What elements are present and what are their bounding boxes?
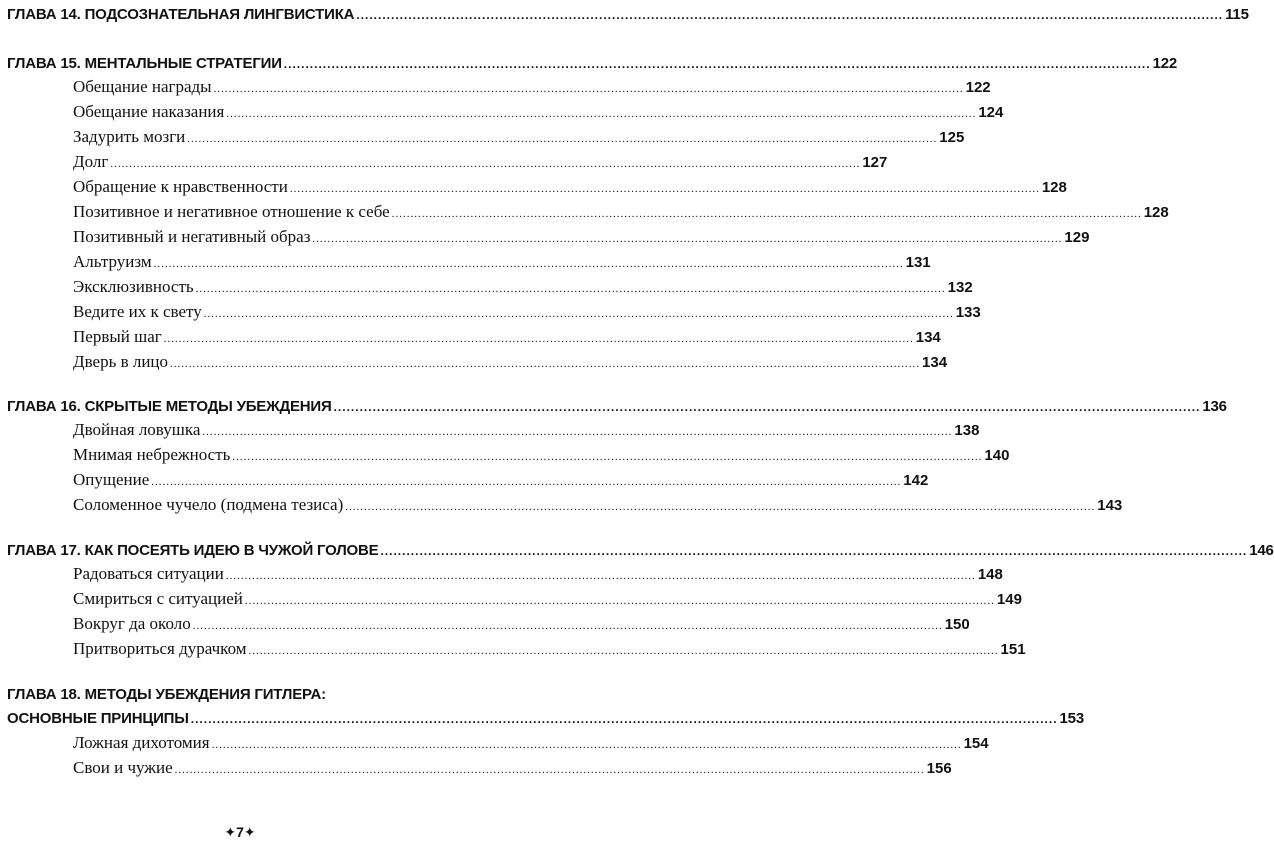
item-page-number: 142	[903, 472, 929, 489]
item-page-number: 154	[963, 735, 989, 752]
item-title: Соломенное чучело (подмена тезиса)	[73, 495, 344, 514]
item-title: Альтруизм	[73, 252, 152, 271]
dot-leader	[191, 710, 1058, 727]
item-page-number: 134	[922, 354, 948, 371]
chapter-16-entry	[0, 398, 1227, 415]
item-page-number: 143	[1097, 497, 1123, 514]
item-page-number: 129	[1064, 229, 1090, 246]
dot-leader	[290, 177, 1040, 197]
dot-leader	[202, 420, 952, 440]
dot-leader	[151, 470, 901, 490]
chapter-title: ГЛАВА 16. СКРЫТЫЕ МЕТОДЫ УБЕЖДЕНИЯ	[7, 398, 332, 415]
toc-item	[0, 470, 929, 490]
chapter-17-entry	[0, 542, 1274, 559]
dot-leader	[334, 398, 1201, 415]
dot-leader	[232, 445, 982, 465]
dot-leader	[196, 277, 946, 297]
chapter-title: ГЛАВА 17. КАК ПОСЕЯТЬ ИДЕЮ В ЧУЖОЙ ГОЛОВЕ	[7, 542, 379, 559]
chapter-page-number: 115	[1225, 6, 1249, 23]
dot-leader	[245, 589, 995, 609]
dot-leader	[226, 564, 976, 584]
dot-leader	[212, 733, 962, 753]
item-page-number: 122	[965, 79, 991, 96]
toc-item	[0, 445, 1010, 465]
chapter-title: ГЛАВА 14. ПОДСОЗНАТЕЛЬНАЯ ЛИНГВИСТИКА	[7, 6, 355, 23]
item-page-number: 150	[944, 616, 970, 633]
toc-item	[0, 639, 1026, 659]
item-page-number: 134	[915, 329, 941, 346]
item-page-number: 125	[939, 129, 965, 146]
chapter-title-line1: ГЛАВА 18. МЕТОДЫ УБЕЖДЕНИЯ ГИТЛЕРА:	[7, 686, 326, 703]
item-page-number: 131	[905, 254, 931, 271]
chapter-page-number: 146	[1249, 542, 1274, 559]
dot-leader	[284, 55, 1151, 72]
toc-item	[0, 495, 1123, 515]
chapter-page-number: 122	[1152, 55, 1178, 72]
dot-leader	[154, 252, 904, 272]
chapter-14-entry	[0, 6, 1249, 23]
toc-item	[0, 277, 973, 297]
chapter-18-entry	[0, 710, 1084, 727]
toc-item	[0, 758, 952, 778]
toc-item	[0, 614, 970, 634]
item-title: Задурить мозги	[73, 127, 186, 146]
item-title: Двойная ловушка	[73, 420, 201, 439]
dot-leader	[226, 102, 976, 122]
dot-leader	[392, 202, 1142, 222]
item-title: Притвориться дурачком	[73, 639, 247, 658]
toc-item	[0, 327, 941, 347]
item-title: Обещание награды	[73, 77, 212, 96]
item-title: Свои и чужие	[73, 758, 173, 777]
chapter-title: ГЛАВА 15. МЕНТАЛЬНЫЕ СТРАТЕГИИ	[7, 55, 282, 72]
chapter-18-heading-line1	[0, 686, 513, 703]
item-page-number: 151	[1000, 641, 1026, 658]
item-page-number: 156	[926, 760, 952, 777]
item-page-number: 127	[862, 154, 888, 171]
item-title: Обещание наказания	[73, 102, 225, 121]
item-title: Мнимая небрежность	[73, 445, 231, 464]
item-title: Ложная дихотомия	[73, 733, 210, 752]
toc-item	[0, 420, 980, 440]
item-page-number: 138	[954, 422, 980, 439]
dot-leader	[249, 639, 999, 659]
item-title: Смириться с ситуацией	[73, 589, 243, 608]
dot-leader	[193, 614, 943, 634]
item-page-number: 128	[1041, 179, 1067, 196]
item-title: Обращение к нравственности	[73, 177, 288, 196]
chapter-page-number: 136	[1202, 398, 1227, 415]
item-title: Ведите их к свету	[73, 302, 202, 321]
item-page-number: 149	[996, 591, 1022, 608]
item-title: Позитивный и негативный образ	[73, 227, 311, 246]
toc-item	[0, 352, 948, 372]
dot-leader	[187, 127, 937, 147]
dot-leader	[356, 6, 1223, 23]
dot-leader	[170, 352, 920, 372]
toc-item	[0, 152, 888, 172]
item-page-number: 140	[984, 447, 1010, 464]
toc-item	[0, 252, 931, 272]
toc-item	[0, 202, 1169, 222]
item-page-number: 128	[1143, 204, 1169, 221]
dot-leader	[204, 302, 954, 322]
item-page-number: 132	[947, 279, 973, 296]
item-title: Опущение	[73, 470, 150, 489]
dot-leader	[312, 227, 1062, 247]
toc-item	[0, 733, 989, 753]
toc-item	[0, 177, 1067, 197]
toc-item	[0, 564, 1003, 584]
toc-item	[0, 102, 1004, 122]
chapter-page-number: 153	[1059, 710, 1084, 727]
toc-item	[0, 77, 991, 97]
item-title: Дверь в лицо	[73, 352, 169, 371]
dot-leader	[345, 495, 1095, 515]
dot-leader	[164, 327, 914, 347]
item-title: Первый шаг	[73, 327, 162, 346]
dot-leader	[214, 77, 964, 97]
item-title: Долг	[73, 152, 109, 171]
item-page-number: 133	[955, 304, 981, 321]
toc-item	[0, 589, 1022, 609]
dot-leader	[380, 542, 1247, 559]
dot-leader	[175, 758, 925, 778]
chapter-title: ОСНОВНЫЕ ПРИНЦИПЫ	[7, 710, 189, 727]
item-title: Эксклюзивность	[73, 277, 194, 296]
item-title: Радоваться ситуации	[73, 564, 224, 583]
item-page-number: 124	[978, 104, 1004, 121]
item-title: Вокруг да около	[73, 614, 191, 633]
toc-item	[0, 302, 981, 322]
item-title: Позитивное и негативное отношение к себе	[73, 202, 390, 221]
toc-item	[0, 227, 1090, 247]
item-page-number: 148	[977, 566, 1003, 583]
dot-leader	[110, 152, 860, 172]
page-number-footer: ✦7✦	[224, 824, 256, 840]
chapter-15-entry	[0, 55, 1178, 72]
toc-item	[0, 127, 965, 147]
